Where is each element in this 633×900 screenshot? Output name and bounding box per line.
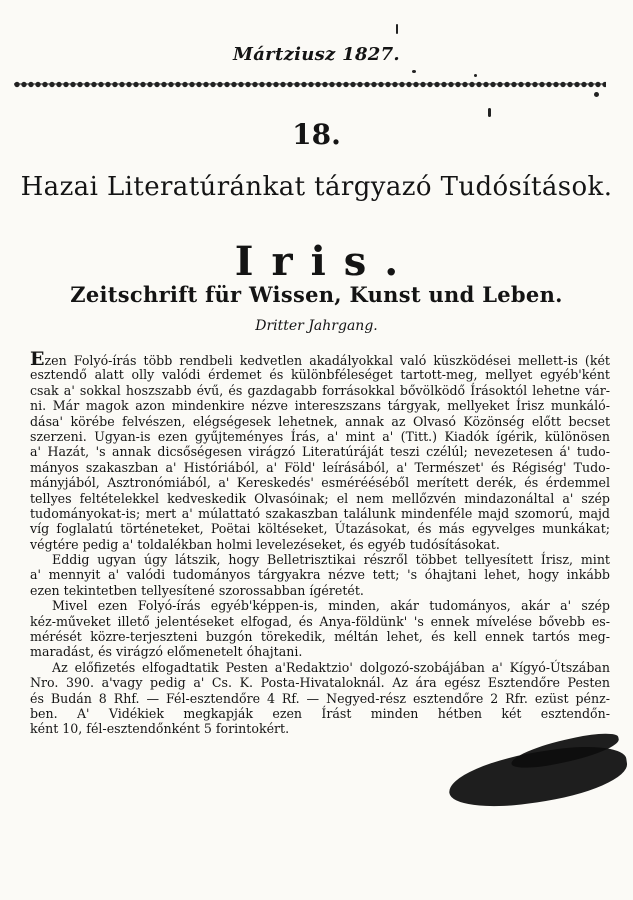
scan-speck <box>412 70 416 73</box>
body-line: ezen tekintetben tellyesítené szorossabban ígéretét. <box>30 582 364 598</box>
body-line: tudományokat-is; mert a' múlattató szakaszban találunk mindenféle majd szomorú, majd <box>30 505 610 521</box>
body-line: maradást, és virágzó előmenetelt óhajtani. <box>30 644 303 660</box>
scan-speck <box>594 92 599 97</box>
section-title: Hazai Literatúránkat tárgyazó Tudósítások. <box>20 172 613 202</box>
body-line: Ezen Folyó-írás több rendbeli kedvetlen akadályokkal való küszködései mellett-is (két <box>30 348 610 370</box>
issue-number: 18. <box>292 118 341 151</box>
body-line: ni. Már magok azon mindenkire nézve intereszszans tárgyak, mellyeket Írisz munkáló- <box>30 398 610 414</box>
body-line: csak a' sokkal hoszszabb évű, és gazdagabb forrásokkal bővölködő Írásoktól lehetne vár- <box>30 382 610 398</box>
body-line: végtére pedig a' toldalékban holmi levelezéseket, és egyéb tudósításokat. <box>30 536 500 552</box>
scan-speck <box>474 74 477 77</box>
drop-cap: E <box>30 348 45 370</box>
body-line: Mivel ezen Folyó-írás egyéb'képpen-is, minden, akár tudományos, akár a' szép <box>52 598 610 614</box>
body-line: ben. A' Vidékiek megkapják ezen Írást minden hétben két esztendőn- <box>30 705 610 721</box>
issue-date: Mártziusz 1827. <box>232 44 401 65</box>
body-line: ként 10, fél-esztendőnként 5 forintokért. <box>30 721 290 737</box>
body-line: Eddig ugyan úgy látszik, hogy Belletrisztikai részről többet tellyesített Írisz, mint <box>52 552 610 568</box>
body-line: víg foglalatú történeteket, Poëtai költéseket, Útazásokat, és más egyvelges munkákat; <box>30 521 610 537</box>
article-body <box>30 348 610 737</box>
body-line: Nro. 390. a'vagy pedig a' Cs. K. Posta-Hivataloknál. Az ára egész Esztendőre Pesten <box>30 675 610 691</box>
body-line: szerzeni. Ugyan-is ezen gyűjteményes Írás, a' mint a' (Titt.) Kiadók ígérik, különösen <box>30 428 610 444</box>
journal-title: Iris. <box>234 238 417 285</box>
body-line: Az előfizetés elfogadtatik Pesten a'Redaktzio' dolgozó-szobájában a' Kígyó-Útszában <box>52 659 610 675</box>
journal-volume: Dritter Jahrgang. <box>255 318 378 334</box>
body-line: a' mennyit a' valódi tudományos tárgyakra nézve tett; 's óhajtani lehet, hogy inkább <box>30 567 610 583</box>
body-line: és Budán 8 Rhf. — Fél-esztendőre 4 Rf. — Negyed-rész esztendőre 2 Rfr. ezüst pénz- <box>30 690 610 706</box>
body-line: mérését közre-terjeszteni buzgón törekedik, méltán lehet, és kell ennek tartós meg- <box>30 629 610 645</box>
ornamental-divider <box>14 80 606 89</box>
body-line: mányjából, Asztronómiából, a' Kereskedés' esmérééséből merített derék, és érdemmel <box>30 475 610 491</box>
body-line: kéz-műveket illető jelentéseket elfogad, és Anya-földünk' 's ennek mívelése bővebb es- <box>30 613 610 629</box>
scan-speck <box>488 108 491 117</box>
body-line: dása' körébe felvészen, elégségesek lehetnek, annak az Olvasó Közönség előtt becset <box>30 413 610 429</box>
body-line: esztendő alatt olly valódi érdemet és különbféleséget tartott-meg, mellyet egyéb'ként <box>30 367 610 383</box>
body-line: mányos szakaszban a' Históriából, a' Föld' leírásából, a' Természet' és Régiség' Tudo- <box>30 459 610 475</box>
scan-speck <box>396 24 398 34</box>
body-line: tellyes feltételekkel kedveskedik Olvasóinak; el nem mellőzvén mindazonáltal a' szép <box>30 490 610 506</box>
journal-subtitle: Zeitschrift für Wissen, Kunst und Leben. <box>70 282 563 307</box>
body-line: a' Hazát, 's annak dicsőségesen virágzó Literatúráját teszi czélúl; nevezetesen á' tudo- <box>30 444 610 460</box>
